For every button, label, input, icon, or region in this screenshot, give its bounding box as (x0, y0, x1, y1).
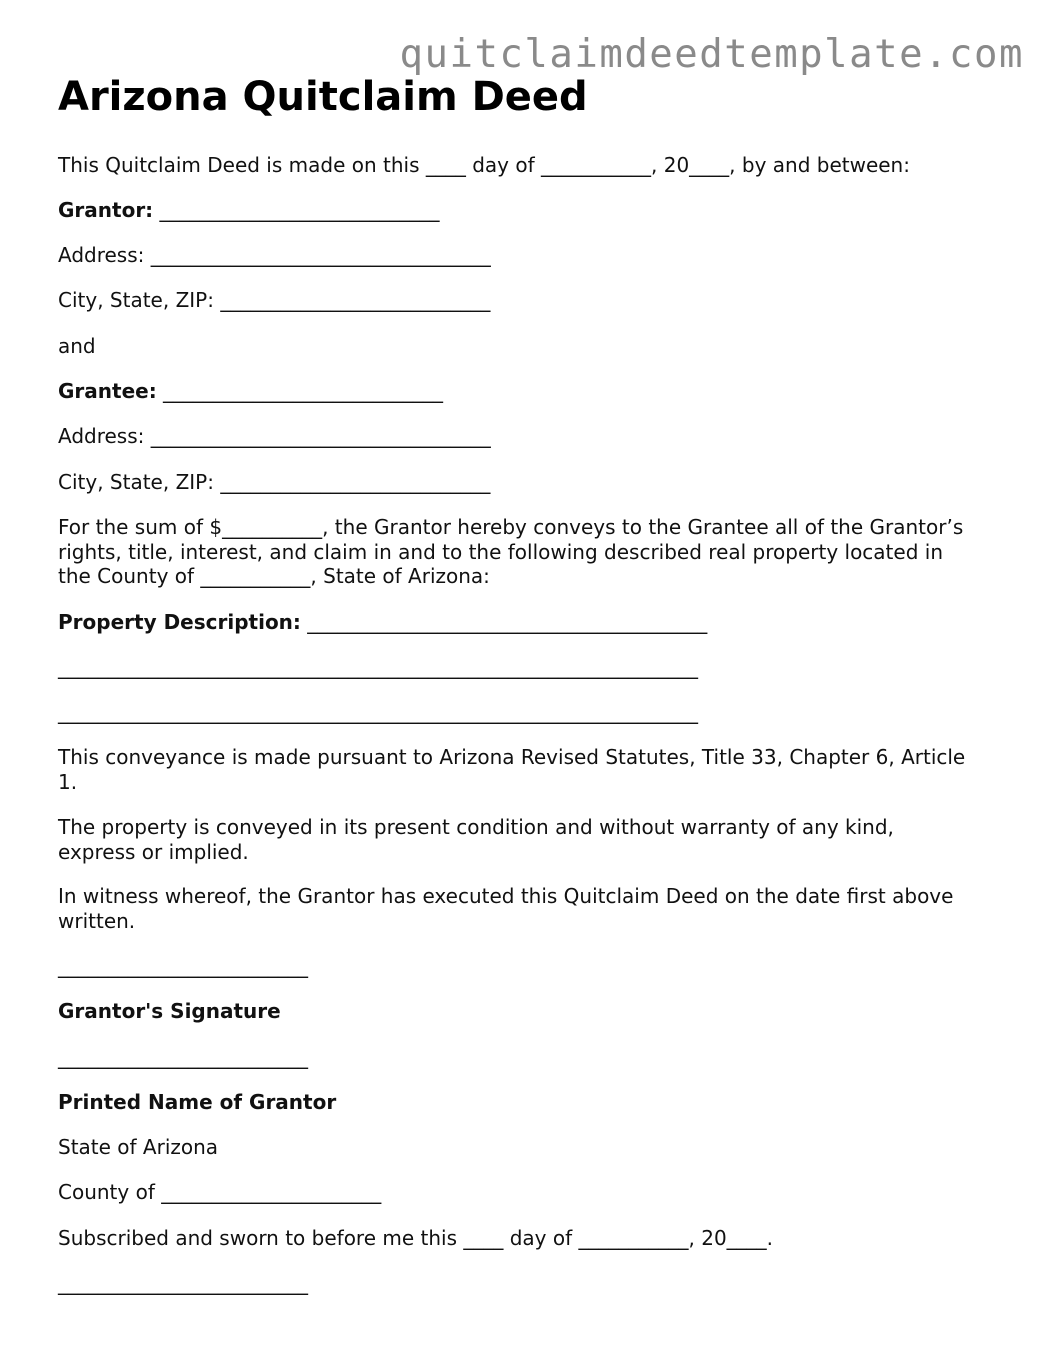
grantor-name-blank: ____________________________ (153, 198, 440, 222)
and-text: and (58, 334, 96, 358)
grantor-city-line: City, State, ZIP: ___________________________ (58, 288, 491, 312)
grantee-city-line: City, State, ZIP: ___________________________ (58, 470, 491, 494)
printed-name-blank: _________________________ (58, 1045, 308, 1069)
grantee-label: Grantee: (58, 379, 157, 403)
property-description-blank-3: ________________________________________________________________ (58, 700, 698, 724)
notary-signature-blank: _________________________ (58, 1271, 308, 1295)
grantor-line (58, 198, 440, 222)
grantor-signature-blank: _________________________ (58, 954, 308, 978)
notary-sworn-line: Subscribed and sworn to before me this ____ day of ___________, 20____. (58, 1226, 774, 1250)
property-description-blank-2: ________________________________________________________________ (58, 655, 698, 679)
grantor-address-line: Address: __________________________________ (58, 243, 491, 267)
statute-paragraph: This conveyance is made pursuant to Arizona Revised Statutes, Title 33, Chapter 6, Article 1. (58, 745, 966, 794)
witness-paragraph: In witness whereof, the Grantor has executed this Quitclaim Deed on the date first above written. (58, 884, 954, 933)
grantee-address-line: Address: __________________________________ (58, 424, 491, 448)
grantee-line (58, 379, 443, 403)
watermark-text: quitclaimdeedtemplate.com (399, 32, 1024, 77)
property-description-label: Property Description: (58, 610, 301, 634)
property-description-blank: ________________________________________ (300, 610, 708, 634)
notary-state: State of Arizona (58, 1135, 219, 1159)
consideration-paragraph: For the sum of $__________, the Grantor hereby conveys to the Grantee all of the Grantor’s rights, title, interest, and claim in and to the following described real property located in the County of ___________, State of Arizona: (58, 515, 964, 588)
grantor-signature-label: Grantor's Signature (58, 999, 281, 1023)
printed-name-label: Printed Name of Grantor (58, 1090, 337, 1114)
intro-line: This Quitclaim Deed is made on this ____ day of ___________, 20____, by and between: (58, 153, 910, 177)
warranty-paragraph: The property is conveyed in its present condition and without warranty of any kind, express or implied. (58, 815, 894, 864)
notary-county: County of ______________________ (58, 1180, 382, 1204)
document-title: Arizona Quitclaim Deed (58, 74, 588, 120)
property-description-line (58, 610, 707, 634)
grantee-name-blank: ____________________________ (156, 379, 444, 403)
grantor-label: Grantor: (58, 198, 154, 222)
